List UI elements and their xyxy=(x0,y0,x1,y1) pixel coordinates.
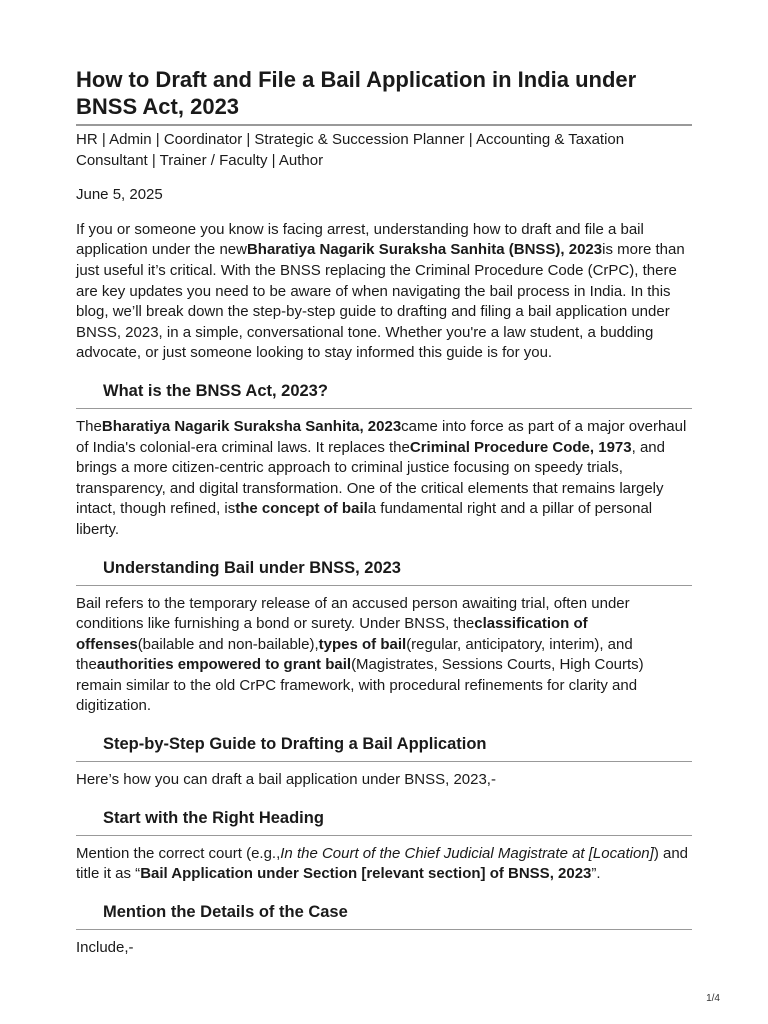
section-paragraph: TheBharatiya Nagarik Suraksha Sanhita, 2023came into force as part of a major overhaul of India's colonial-era criminal laws. It replaces theCriminal Procedure Code, 1973, and brings a more citizen-centric approach to criminal justice focusing on speedy trials, transparency, and digital transformation. One of the critical elements that remains largely intact, though refined, isthe concept of baila fundamental right and a pillar of personal liberty. xyxy=(76,417,687,538)
section-heading: Step-by-Step Guide to Drafting a Bail Application xyxy=(76,733,692,762)
section-understanding-bail xyxy=(76,557,692,718)
section-heading: Understanding Bail under BNSS, 2023 xyxy=(76,557,692,586)
section-heading: What is the BNSS Act, 2023? xyxy=(76,380,692,409)
publish-date: June 5, 2025 xyxy=(76,186,163,204)
section-right-heading xyxy=(76,807,692,885)
author-byline: HR | Admin | Coordinator | Strategic & Succession Planner | Accounting & Taxation Consultant | Trainer / Faculty | Author xyxy=(76,131,625,169)
page-number: 1/4 xyxy=(706,993,720,1004)
document-page xyxy=(76,66,692,958)
section-step-by-step-guide xyxy=(76,733,692,791)
section-paragraph: Mention the correct court (e.g.,In the Court of the Chief Judicial Magistrate at [Location]) and title it as “Bail Application under Section [relevant section] of BNSS, 2023”. xyxy=(76,844,689,883)
section-paragraph: Here’s how you can draft a bail application under BNSS, 2023,- xyxy=(76,771,496,789)
section-paragraph: Bail refers to the temporary release of an accused person awaiting trial, often under conditions like furnishing a bond or surety. Under BNSS, theclassification of offenses(bailable and non-bailable),types of bail(regular, anticipatory, interim), and theauthorities empowered to grant bail(Magistrates, Sessions Courts, High Courts) remain similar to the old CrPC framework, with procedural refinements for clarity and digitization. xyxy=(76,594,644,715)
document-title: How to Draft and File a Bail Application in India under BNSS Act, 2023 xyxy=(76,66,692,126)
section-heading: Mention the Details of the Case xyxy=(76,901,692,930)
section-what-is-bnss xyxy=(76,380,692,541)
intro-paragraph: If you or someone you know is facing arrest, understanding how to draft and file a bail application under the newBharatiya Nagarik Suraksha Sanhita (BNSS), 2023is more than just useful it’s critical. With the BNSS replacing the Criminal Procedure Code (CrPC), there are key updates you need to be aware of when navigating the bail process in India. In this blog, we’ll break down the step-by-step guide to drafting and filing a bail application under BNSS, 2023, in a simple, conversational tone. Whether you're a law student, a budding advocate, or just someone looking to stay informed this guide is for you. xyxy=(76,220,685,362)
section-paragraph: Include,- xyxy=(76,938,134,956)
section-case-details xyxy=(76,901,692,959)
section-heading: Start with the Right Heading xyxy=(76,807,692,836)
